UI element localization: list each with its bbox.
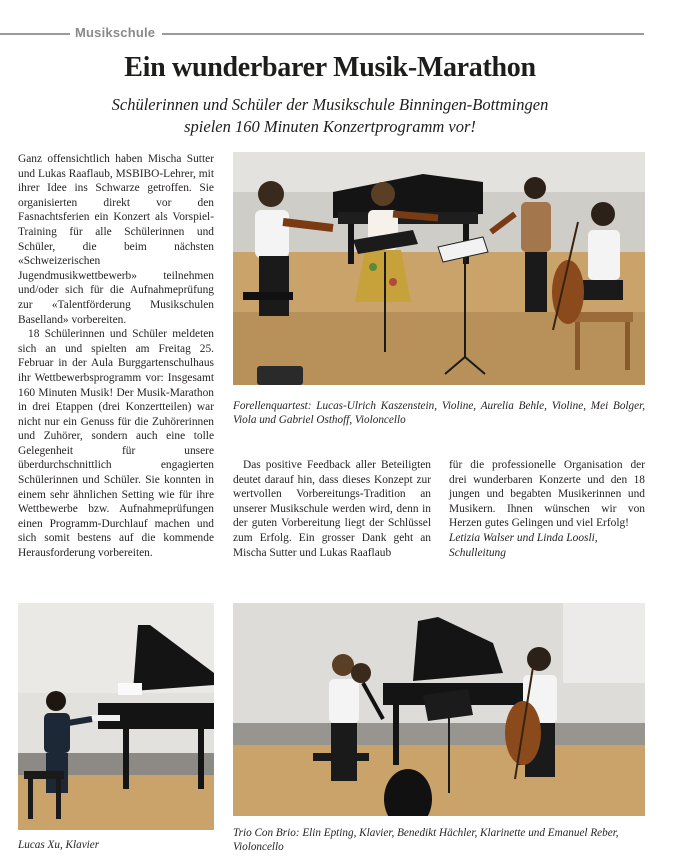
subhead-line-2: spielen 160 Minuten Konzertprogramm vor!	[184, 117, 476, 136]
article-headline: Ein wunderbarer Musik-Marathon	[124, 52, 536, 83]
signature-name: Letizia Walser und Linda Loosli,	[449, 531, 598, 544]
article-column-2	[233, 458, 431, 560]
article-paragraph-1: Ganz offensichtlich haben Mischa Sutter und Lukas Raaflaub, MSBIBO-Lehrer, mit ihrer Idee ins Schwarze getroffen. Sie organisierten direkt vor den Fasnachtsferien ein Konzert als Vorspiel-Training für alle Schülerinnen und Schüler, die beim nächsten «Schweizerischen Jugendmusikwettbewerb» teilnehmen und/oder sich für die Aufnahmeprüfung zur «Talentförderung Musikschulen Baselland» vorbereiten.	[18, 153, 214, 326]
subhead-line-1: Schülerinnen und Schüler der Musikschule Binningen-Bottmingen	[111, 95, 549, 114]
section-header	[0, 26, 697, 40]
quartet-photo	[233, 152, 645, 385]
signature-role: Schulleitung	[449, 546, 506, 559]
article-paragraph-4: für die professionelle Organisation der drei wunderbaren Konzerte und den 18 jungen und begabten Musikerinnen und Musikern. Ihnen wünschen wir von Herzen gutes Gelingen und viel Erfolg!	[449, 459, 645, 530]
quartet-photo-caption: Forellenquartest: Lucas-Ulrich Kaszenstein, Violine, Aurelia Behle, Violine, Mei Bolger, Viola und Gabriel Osthoff, Violoncello	[233, 400, 645, 427]
trio-photo-caption: Trio Con Brio: Elin Epting, Klavier, Benedikt Hächler, Klarinette und Emanuel Reber, Violoncello	[233, 827, 619, 854]
section-rule-left	[0, 33, 70, 35]
article-paragraph-2: 18 Schülerinnen und Schüler meldeten sich an und spielten am Freitag 25. Februar in der Aula Burggartenschulhaus ihr Wettbewerbsprogramm vor: Insgesamt 160 Minuten Musik! Der Musik-Marathon in drei Etappen (drei Konzertteilen) war nicht nur ein Genuss für die Zuhörerinnen und Zuhörer, sondern auch eine tolle Gelegenheit für unsere überdurchschnittlich engagierten Schülerinnen und Schüler. Sie konnten in einem sehr ähnlichen Setting wie für ihre Wettbewerbe bzw. Aufnahmeprüfungen einen Programm-Durchlauf machen und sich somit bestens auf die kommende Herausforderung vorbereiten.	[18, 328, 214, 560]
section-label: Musikschule	[75, 25, 156, 40]
section-rule-right	[162, 33, 644, 35]
trio-photo	[233, 603, 645, 816]
article-column-3	[449, 458, 645, 560]
pianist-photo-caption: Lucas Xu, Klavier	[18, 839, 100, 851]
article-column-1	[18, 152, 214, 561]
article-paragraph-3: Das positive Feedback aller Beteiligten deutet darauf hin, dass dieses Konzept zur wertvollen Vorbereitungs-Tradition an unserer Musikschule werden wird, denn in der guten Vorbereitung liegt der Schlüssel zum Erfolg. Ein grosser Dank geht an Mischa Sutter und Lukas Raaflaub	[233, 459, 431, 559]
article-subhead	[40, 94, 620, 138]
pianist-photo	[18, 603, 214, 830]
